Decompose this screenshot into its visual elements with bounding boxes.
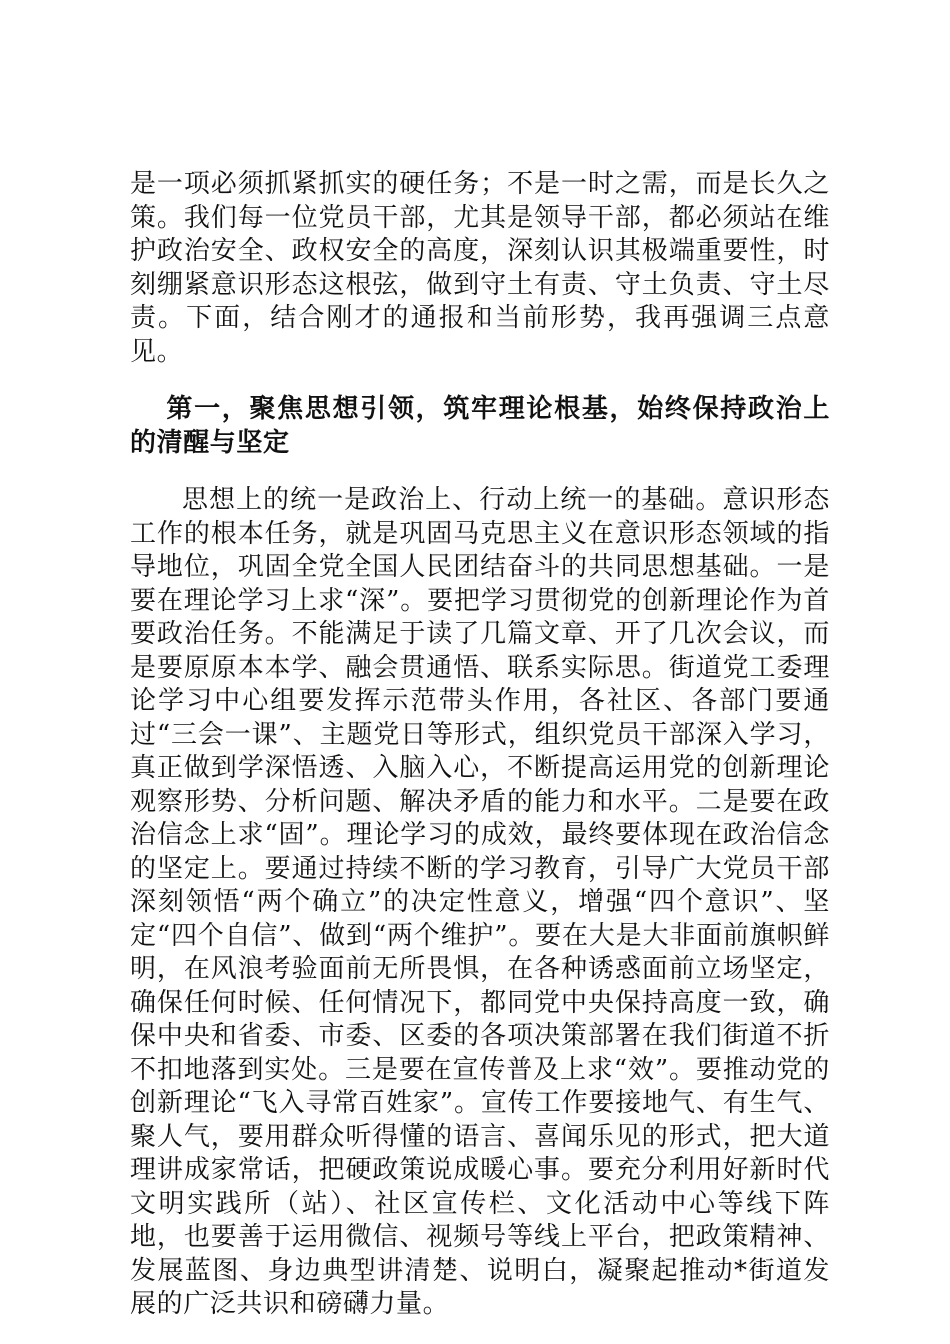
document-page [130,168,830,1322]
section-heading-one: 第一，聚焦思想引领，筑牢理论根基，始终保持政治上的清醒与坚定 [130,394,830,458]
section-one-body: 思想上的统一是政治上、行动上统一的基础。意识形态工作的根本任务，就是巩固马克思主义在意识形态领域的指导地位，巩固全党全国人民团结奋斗的共同思想基础。一是要在理论学习上求“深”。要把学习贯彻党的创新理论作为首要政治任务。不能满足于读了几篇文章、开了几次会议，而是要原原本本学、融会贯通悟、联系实际思。街道党工委理论学习中心组要发挥示范带头作用，各社区、各部门要通过“三会一课”、主题党日等形式，组织党员干部深入学习，真正做到学深悟透、入脑入心，不断提高运用党的创新理论观察形势、分析问题、解决矛盾的能力和水平。二是要在政治信念上求“固”。理论学习的成效，最终要体现在政治信念的坚定上。要通过持续不断的学习教育，引导广大党员干部深刻领悟“两个确立”的决定性意义，增强“四个意识”、坚定“四个自信”、做到“两个维护”。要在大是大非面前旗帜鲜明，在风浪考验面前无所畏惧，在各种诱惑面前立场坚定，确保任何时候、任何情况下，都同党中央保持高度一致，确保中央和省委、市委、区委的各项决策部署在我们街道不折不扣地落到实处。三是要在宣传普及上求“效”。要推动党的创新理论“飞入寻常百姓家”。宣传工作要接地气、有生气、聚人气，要用群众听得懂的语言、喜闻乐见的形式，把大道理讲成家常话，把硬政策说成暖心事。要充分利用好新时代文明实践所（站）、社区宣传栏、文化活动中心等线下阵地，也要善于运用微信、视频号等线上平台，把政策精神、发展蓝图、身边典型讲清楚、说明白，凝聚起推动*街道发展的广泛共识和磅礴力量。 [130,485,830,1319]
intro-paragraph: 是一项必须抓紧抓实的硬任务；不是一时之需，而是长久之策。我们每一位党员干部，尤其是领导干部，都必须站在维护政治安全、政权安全的高度，深刻认识其极端重要性，时刻绷紧意识形态这根弦，做到守土有责、守土负责、守土尽责。下面，结合刚才的通报和当前形势，我再强调三点意见。 [130,169,830,367]
